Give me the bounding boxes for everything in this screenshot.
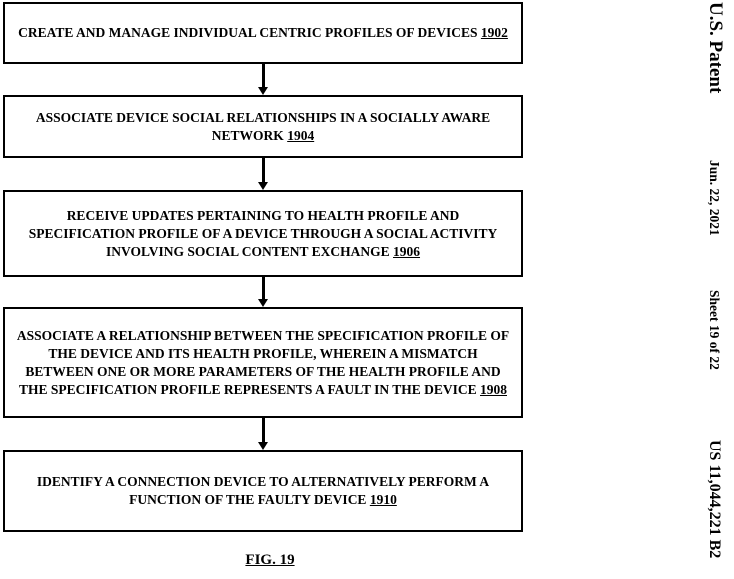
step-ref: 1906	[393, 243, 421, 259]
step-text: CREATE AND MANAGE INDIVIDUAL CENTRIC PROFILES OF DEVICES	[18, 25, 478, 40]
step-text: ASSOCIATE A RELATIONSHIP BETWEEN THE SPECIFICATION PROFILE OF THE DEVICE AND ITS HEALTH PROFILE, WHEREIN A MISMATCH BETWEEN ONE OR MORE PARAMETERS OF THE HEALTH PROFILE AND THE SPECIFICATION PROFILE REPRESENTS A FAULT IN THE DEVICE	[16, 327, 510, 397]
sheet-number: Sheet 19 of 22	[707, 290, 722, 370]
step-text: RECEIVE UPDATES PERTAINING TO HEALTH PROFILE AND SPECIFICATION PROFILE OF A DEVICE THROUGH A SOCIAL ACTIVITY INVOLVING SOCIAL CONTENT EXCHANGE	[28, 207, 498, 259]
step-ref: 1904	[287, 127, 315, 143]
patent-date: Jun. 22, 2021	[707, 160, 722, 236]
flow-step-1908	[3, 307, 523, 418]
flow-arrow	[262, 277, 265, 307]
flow-arrow	[262, 64, 265, 95]
patent-header	[698, 0, 734, 579]
step-ref: 1910	[369, 492, 397, 507]
flow-step-1902	[3, 2, 523, 64]
figure-label: FIG. 19	[245, 552, 295, 568]
step-text-wrap	[15, 473, 511, 509]
step-text-wrap	[15, 327, 511, 399]
step-text-wrap	[15, 207, 511, 261]
step-ref: 1902	[480, 25, 508, 40]
flow-arrow	[262, 158, 265, 190]
step-text-wrap	[18, 24, 508, 42]
step-ref: 1908	[480, 381, 507, 397]
flow-step-1904	[3, 95, 523, 158]
step-text-wrap	[15, 109, 511, 145]
flow-step-1910	[3, 450, 523, 532]
step-text: IDENTIFY A CONNECTION DEVICE TO ALTERNATIVELY PERFORM A FUNCTION OF THE FAULTY DEVICE	[36, 474, 490, 507]
flow-arrow	[262, 418, 265, 450]
step-text: ASSOCIATE DEVICE SOCIAL RELATIONSHIPS IN A SOCIALLY AWARE NETWORK	[35, 109, 491, 143]
patent-label: U.S. Patent	[705, 2, 726, 94]
flow-step-1906	[3, 190, 523, 277]
patent-number: US 11,044,221 B2	[706, 440, 723, 559]
